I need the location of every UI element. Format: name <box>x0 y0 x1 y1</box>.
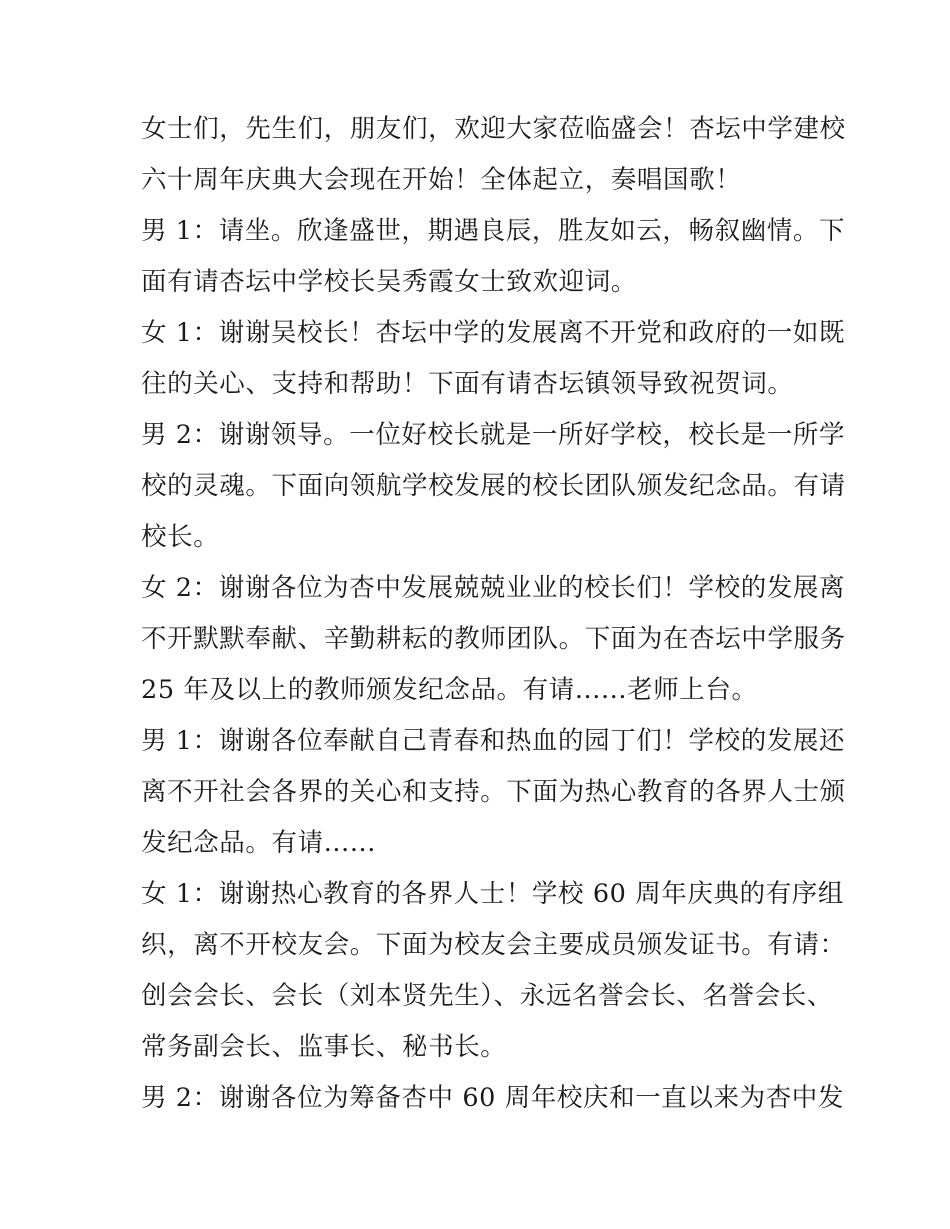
document-body <box>141 104 846 1124</box>
text-line: 25 年及以上的教师颁发纪念品。有请......老师上台。 <box>141 675 758 705</box>
text-line: 校长。 <box>141 522 220 552</box>
text-line: 女 2：谢谢各位为杏中发展兢兢业业的校长们！学校的发展离 <box>141 573 846 603</box>
text-line: 往的关心、支持和帮助！下面有请杏坛镇领导致祝贺词。 <box>141 369 794 399</box>
text-line: 六十周年庆典大会现在开始！全体起立，奏唱国歌！ <box>141 165 742 195</box>
text-line: 织，离不开校友会。下面为校友会主要成员颁发证书。有请： <box>141 930 846 960</box>
text-line: 男 2：谢谢各位为筹备杏中 60 周年校庆和一直以来为杏中发 <box>141 1083 844 1113</box>
text-line: 创会会长、会长（刘本贤先生）、永远名誉会长、名誉会长、 <box>141 981 833 1011</box>
text-line: 校的灵魂。下面向领航学校发展的校长团队颁发纪念品。有请 <box>141 471 846 501</box>
text-line: 男 2：谢谢领导。一位好校长就是一所好学校，校长是一所学 <box>141 420 846 450</box>
text-line: 离不开社会各界的关心和支持。下面为热心教育的各界人士颁 <box>141 777 846 807</box>
text-line: 常务副会长、监事长、秘书长。 <box>141 1032 507 1062</box>
text-line: 男 1：请坐。欣逢盛世，期遇良辰，胜友如云，畅叙幽情。下 <box>141 216 846 246</box>
text-line: 不开默默奉献、辛勤耕耘的教师团队。下面为在杏坛中学服务 <box>141 624 846 654</box>
text-line: 面有请杏坛中学校长吴秀霞女士致欢迎词。 <box>141 267 637 297</box>
text-line: 女 1：谢谢吴校长！杏坛中学的发展离不开党和政府的一如既 <box>141 318 846 348</box>
text-line: 发纪念品。有请...... <box>141 828 376 858</box>
text-line: 女士们，先生们，朋友们，欢迎大家莅临盛会！杏坛中学建校 <box>141 114 846 144</box>
text-line: 男 1：谢谢各位奉献自己青春和热血的园丁们！学校的发展还 <box>141 726 846 756</box>
text-line: 女 1：谢谢热心教育的各界人士！学校 60 周年庆典的有序组 <box>141 879 844 909</box>
